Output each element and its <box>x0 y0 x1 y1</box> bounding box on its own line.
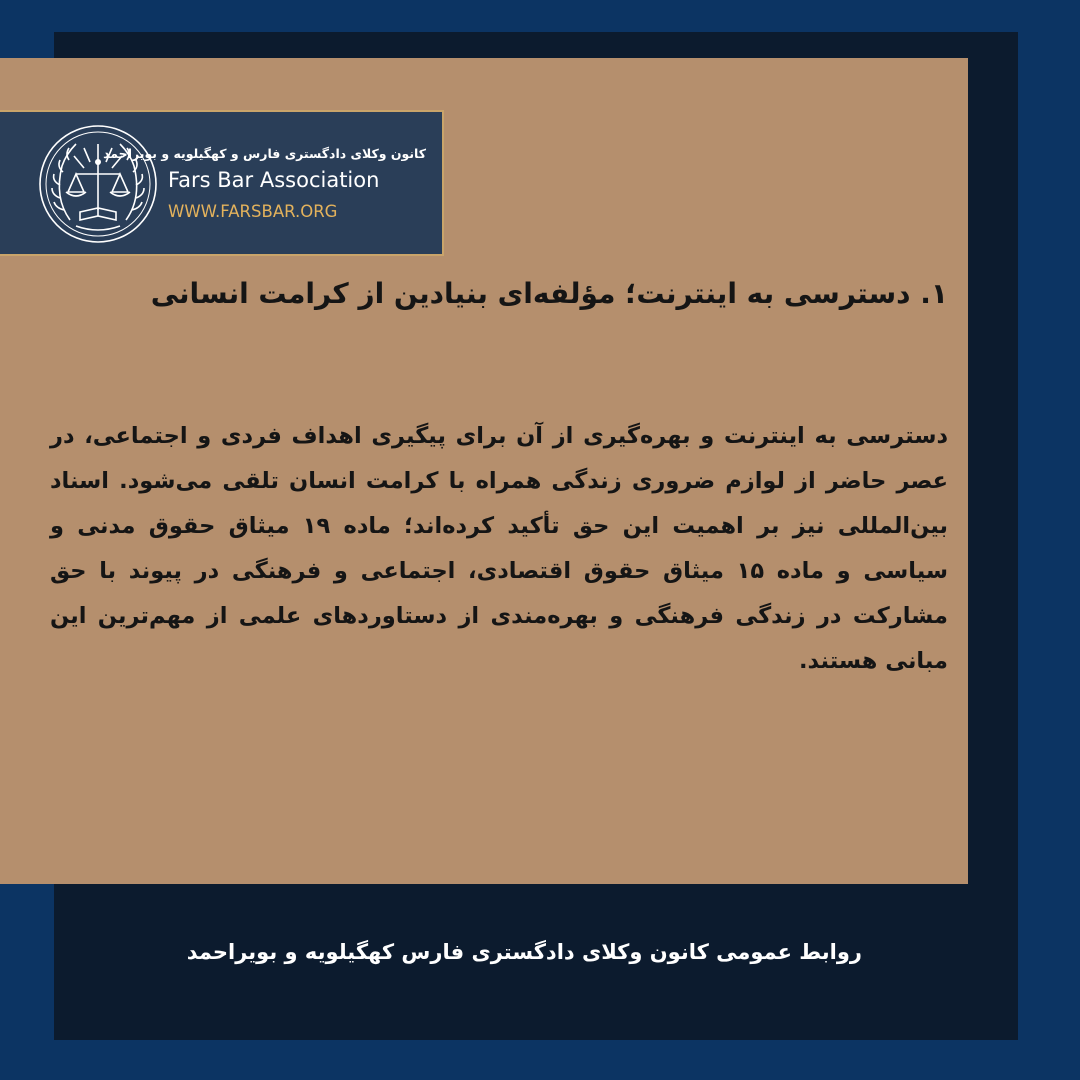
scales-of-justice-laurel-emblem-icon <box>36 122 160 246</box>
organization-name-persian: کانون وکلای دادگستری فارس و کهگیلویه و بویراحمد <box>103 146 426 161</box>
article-heading: ۱. دسترسی به اینترنت؛ مؤلفه‌ای بنیادین از کرامت انسانی <box>150 277 948 310</box>
footer-credit: روابط عمومی کانون وکلای دادگستری فارس کهگیلویه و بویراحمد <box>186 940 862 964</box>
logo-banner <box>0 110 444 256</box>
website-url: WWW.FARSBAR.ORG <box>168 202 338 221</box>
article-body: دسترسی به اینترنت و بهره‌گیری از آن برای پیگیری اهداف فردی و اجتماعی، در عصر حاضر از لوازم ضروری زندگی همراه با کرامت انسان تلقی می‌شود. اسناد بین‌المللی نیز بر اهمیت این حق تأکید کرده‌اند؛ ماده ۱۹ میثاق حقوق مدنی و سیاسی و ماده ۱۵ میثاق حقوق اقتصادی، اجتماعی و فرهنگی در پیوند با حق مشارکت در زندگی فرهنگی و بهره‌مندی از دستاوردهای علمی از مهم‌ترین این مبانی هستند. <box>50 423 949 674</box>
organization-name-english: Fars Bar Association <box>168 168 380 192</box>
